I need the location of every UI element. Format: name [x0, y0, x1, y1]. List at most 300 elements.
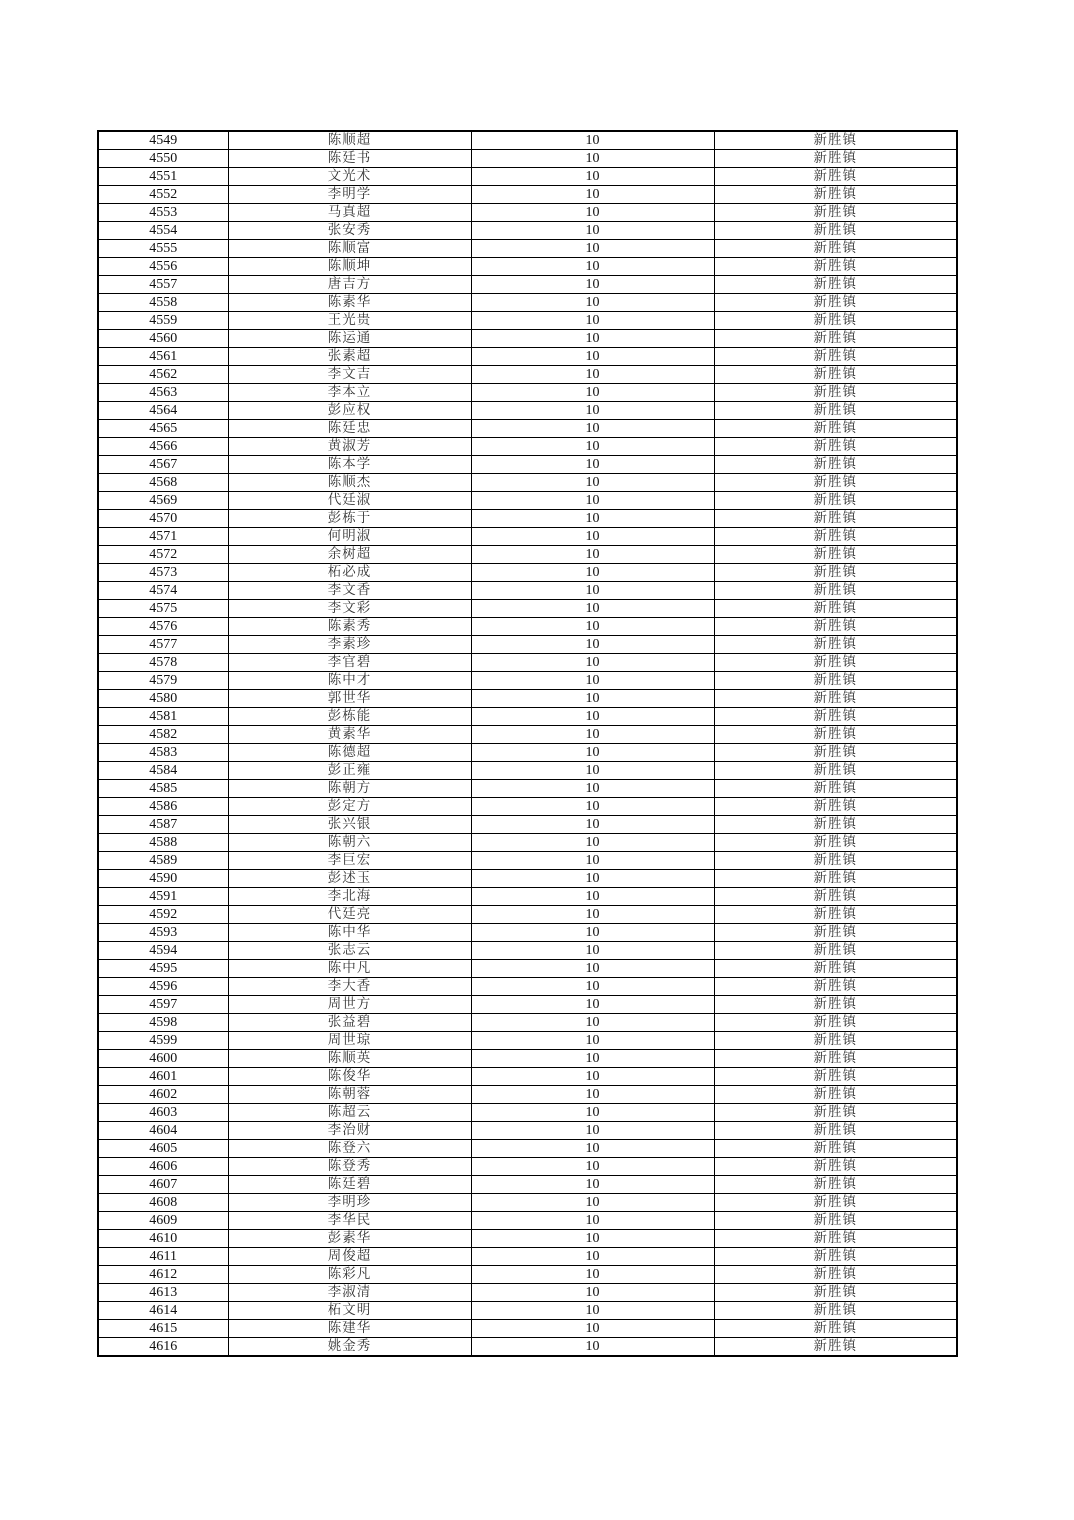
cell-number: 4611	[98, 1248, 228, 1266]
cell-amount: 10	[471, 510, 714, 528]
cell-name: 彭述玉	[228, 870, 471, 888]
cell-number: 4601	[98, 1068, 228, 1086]
cell-amount: 10	[471, 906, 714, 924]
cell-number: 4556	[98, 258, 228, 276]
table-row	[98, 1338, 957, 1357]
cell-name: 李淑清	[228, 1284, 471, 1302]
table-row	[98, 131, 957, 150]
table-row	[98, 1050, 957, 1068]
cell-name: 李华民	[228, 1212, 471, 1230]
cell-amount: 10	[471, 708, 714, 726]
table-row	[98, 420, 957, 438]
cell-name: 黄淑芳	[228, 438, 471, 456]
cell-town: 新胜镇	[714, 1014, 957, 1032]
cell-amount: 10	[471, 960, 714, 978]
cell-town: 新胜镇	[714, 654, 957, 672]
cell-amount: 10	[471, 1140, 714, 1158]
cell-name: 陈顺杰	[228, 474, 471, 492]
table-row	[98, 762, 957, 780]
table-row	[98, 996, 957, 1014]
cell-town: 新胜镇	[714, 942, 957, 960]
cell-number: 4554	[98, 222, 228, 240]
cell-name: 李明学	[228, 186, 471, 204]
table-row	[98, 492, 957, 510]
cell-amount: 10	[471, 1068, 714, 1086]
cell-town: 新胜镇	[714, 1230, 957, 1248]
table-row	[98, 618, 957, 636]
cell-name: 陈顺坤	[228, 258, 471, 276]
cell-number: 4579	[98, 672, 228, 690]
table-row	[98, 906, 957, 924]
cell-number: 4609	[98, 1212, 228, 1230]
cell-name: 李文香	[228, 582, 471, 600]
table-row	[98, 1032, 957, 1050]
cell-amount: 10	[471, 1176, 714, 1194]
table-row	[98, 1086, 957, 1104]
cell-amount: 10	[471, 276, 714, 294]
cell-town: 新胜镇	[714, 1158, 957, 1176]
cell-amount: 10	[471, 744, 714, 762]
cell-name: 柘必成	[228, 564, 471, 582]
table-row	[98, 312, 957, 330]
cell-amount: 10	[471, 186, 714, 204]
cell-town: 新胜镇	[714, 312, 957, 330]
cell-amount: 10	[471, 726, 714, 744]
cell-amount: 10	[471, 942, 714, 960]
table-row	[98, 960, 957, 978]
cell-amount: 10	[471, 294, 714, 312]
cell-town: 新胜镇	[714, 131, 957, 150]
table-row	[98, 1068, 957, 1086]
cell-town: 新胜镇	[714, 1104, 957, 1122]
cell-name: 陈德超	[228, 744, 471, 762]
cell-amount: 10	[471, 1338, 714, 1357]
cell-town: 新胜镇	[714, 906, 957, 924]
cell-name: 彭应权	[228, 402, 471, 420]
cell-amount: 10	[471, 1230, 714, 1248]
cell-number: 4562	[98, 366, 228, 384]
cell-name: 李官碧	[228, 654, 471, 672]
table-row	[98, 654, 957, 672]
cell-number: 4604	[98, 1122, 228, 1140]
table-row	[98, 564, 957, 582]
table-row	[98, 168, 957, 186]
cell-name: 彭素华	[228, 1230, 471, 1248]
cell-amount: 10	[471, 456, 714, 474]
cell-name: 陈朝蓉	[228, 1086, 471, 1104]
cell-amount: 10	[471, 1194, 714, 1212]
cell-name: 陈廷碧	[228, 1176, 471, 1194]
cell-amount: 10	[471, 402, 714, 420]
cell-town: 新胜镇	[714, 816, 957, 834]
table-row	[98, 1176, 957, 1194]
table-row	[98, 1266, 957, 1284]
cell-amount: 10	[471, 131, 714, 150]
cell-number: 4598	[98, 1014, 228, 1032]
table-row	[98, 1194, 957, 1212]
cell-amount: 10	[471, 672, 714, 690]
cell-number: 4582	[98, 726, 228, 744]
cell-number: 4587	[98, 816, 228, 834]
cell-number: 4565	[98, 420, 228, 438]
cell-town: 新胜镇	[714, 636, 957, 654]
cell-name: 陈登六	[228, 1140, 471, 1158]
cell-name: 陈廷忠	[228, 420, 471, 438]
cell-number: 4578	[98, 654, 228, 672]
cell-town: 新胜镇	[714, 402, 957, 420]
cell-name: 张素超	[228, 348, 471, 366]
cell-town: 新胜镇	[714, 222, 957, 240]
cell-amount: 10	[471, 1302, 714, 1320]
cell-number: 4588	[98, 834, 228, 852]
cell-number: 4558	[98, 294, 228, 312]
cell-amount: 10	[471, 330, 714, 348]
cell-name: 张安秀	[228, 222, 471, 240]
cell-town: 新胜镇	[714, 798, 957, 816]
cell-name: 李北海	[228, 888, 471, 906]
cell-town: 新胜镇	[714, 888, 957, 906]
cell-amount: 10	[471, 438, 714, 456]
cell-name: 陈素秀	[228, 618, 471, 636]
table-row	[98, 240, 957, 258]
cell-name: 张兴银	[228, 816, 471, 834]
cell-name: 姚金秀	[228, 1338, 471, 1357]
cell-amount: 10	[471, 1266, 714, 1284]
table-row	[98, 258, 957, 276]
cell-number: 4606	[98, 1158, 228, 1176]
table-row	[98, 1284, 957, 1302]
table-row	[98, 600, 957, 618]
cell-name: 王光贵	[228, 312, 471, 330]
cell-name: 黄素华	[228, 726, 471, 744]
cell-town: 新胜镇	[714, 438, 957, 456]
cell-amount: 10	[471, 798, 714, 816]
table-row	[98, 348, 957, 366]
table-row	[98, 294, 957, 312]
cell-number: 4583	[98, 744, 228, 762]
cell-town: 新胜镇	[714, 1248, 957, 1266]
cell-number: 4602	[98, 1086, 228, 1104]
cell-name: 陈顺富	[228, 240, 471, 258]
cell-name: 陈运通	[228, 330, 471, 348]
cell-town: 新胜镇	[714, 1140, 957, 1158]
cell-number: 4600	[98, 1050, 228, 1068]
cell-town: 新胜镇	[714, 1194, 957, 1212]
cell-amount: 10	[471, 546, 714, 564]
cell-amount: 10	[471, 168, 714, 186]
cell-town: 新胜镇	[714, 1320, 957, 1338]
table-row	[98, 204, 957, 222]
cell-name: 周世琼	[228, 1032, 471, 1050]
cell-amount: 10	[471, 816, 714, 834]
cell-name: 李巨宏	[228, 852, 471, 870]
cell-town: 新胜镇	[714, 276, 957, 294]
cell-number: 4580	[98, 690, 228, 708]
cell-town: 新胜镇	[714, 150, 957, 168]
cell-town: 新胜镇	[714, 1032, 957, 1050]
cell-town: 新胜镇	[714, 1302, 957, 1320]
cell-number: 4615	[98, 1320, 228, 1338]
cell-number: 4569	[98, 492, 228, 510]
cell-name: 李文吉	[228, 366, 471, 384]
cell-amount: 10	[471, 474, 714, 492]
cell-town: 新胜镇	[714, 510, 957, 528]
cell-amount: 10	[471, 888, 714, 906]
table-row	[98, 150, 957, 168]
cell-town: 新胜镇	[714, 546, 957, 564]
table-row	[98, 1014, 957, 1032]
cell-town: 新胜镇	[714, 708, 957, 726]
table-row	[98, 330, 957, 348]
table-row	[98, 1302, 957, 1320]
cell-name: 柘文明	[228, 1302, 471, 1320]
cell-number: 4585	[98, 780, 228, 798]
cell-town: 新胜镇	[714, 186, 957, 204]
cell-amount: 10	[471, 420, 714, 438]
table-row	[98, 942, 957, 960]
cell-town: 新胜镇	[714, 1284, 957, 1302]
table-row	[98, 834, 957, 852]
table-row	[98, 276, 957, 294]
cell-amount: 10	[471, 258, 714, 276]
cell-name: 何明淑	[228, 528, 471, 546]
cell-name: 代廷亮	[228, 906, 471, 924]
table-row	[98, 1104, 957, 1122]
cell-town: 新胜镇	[714, 978, 957, 996]
cell-name: 陈超云	[228, 1104, 471, 1122]
cell-town: 新胜镇	[714, 996, 957, 1014]
table-row	[98, 780, 957, 798]
cell-name: 李素珍	[228, 636, 471, 654]
cell-amount: 10	[471, 366, 714, 384]
cell-number: 4550	[98, 150, 228, 168]
cell-amount: 10	[471, 150, 714, 168]
table-row	[98, 438, 957, 456]
cell-name: 张志云	[228, 942, 471, 960]
cell-amount: 10	[471, 204, 714, 222]
cell-number: 4555	[98, 240, 228, 258]
cell-number: 4599	[98, 1032, 228, 1050]
cell-town: 新胜镇	[714, 492, 957, 510]
cell-town: 新胜镇	[714, 1068, 957, 1086]
cell-number: 4608	[98, 1194, 228, 1212]
table-row	[98, 636, 957, 654]
table-row	[98, 1140, 957, 1158]
cell-name: 彭正雍	[228, 762, 471, 780]
cell-amount: 10	[471, 1050, 714, 1068]
table-row	[98, 186, 957, 204]
table-row	[98, 546, 957, 564]
cell-name: 陈中才	[228, 672, 471, 690]
cell-name: 陈建华	[228, 1320, 471, 1338]
table-row	[98, 816, 957, 834]
cell-town: 新胜镇	[714, 1086, 957, 1104]
cell-amount: 10	[471, 564, 714, 582]
cell-amount: 10	[471, 1284, 714, 1302]
table-row	[98, 1122, 957, 1140]
cell-amount: 10	[471, 1014, 714, 1032]
cell-name: 陈中华	[228, 924, 471, 942]
cell-amount: 10	[471, 852, 714, 870]
cell-amount: 10	[471, 1158, 714, 1176]
table-row	[98, 708, 957, 726]
cell-amount: 10	[471, 1320, 714, 1338]
cell-name: 陈顺超	[228, 131, 471, 150]
cell-number: 4563	[98, 384, 228, 402]
cell-town: 新胜镇	[714, 870, 957, 888]
table-row	[98, 456, 957, 474]
cell-town: 新胜镇	[714, 924, 957, 942]
table-row	[98, 978, 957, 996]
table-row	[98, 852, 957, 870]
cell-number: 4597	[98, 996, 228, 1014]
cell-number: 4551	[98, 168, 228, 186]
cell-town: 新胜镇	[714, 240, 957, 258]
cell-number: 4592	[98, 906, 228, 924]
cell-number: 4594	[98, 942, 228, 960]
cell-number: 4552	[98, 186, 228, 204]
cell-name: 李本立	[228, 384, 471, 402]
cell-number: 4595	[98, 960, 228, 978]
cell-number: 4568	[98, 474, 228, 492]
cell-number: 4560	[98, 330, 228, 348]
cell-town: 新胜镇	[714, 258, 957, 276]
cell-amount: 10	[471, 1104, 714, 1122]
cell-amount: 10	[471, 1248, 714, 1266]
cell-name: 张益碧	[228, 1014, 471, 1032]
table-row	[98, 1212, 957, 1230]
table-row	[98, 888, 957, 906]
cell-town: 新胜镇	[714, 420, 957, 438]
cell-amount: 10	[471, 834, 714, 852]
cell-amount: 10	[471, 600, 714, 618]
cell-amount: 10	[471, 636, 714, 654]
cell-amount: 10	[471, 654, 714, 672]
cell-town: 新胜镇	[714, 294, 957, 312]
cell-number: 4586	[98, 798, 228, 816]
cell-name: 李治财	[228, 1122, 471, 1140]
cell-name: 陈朝六	[228, 834, 471, 852]
cell-number: 4577	[98, 636, 228, 654]
table-row	[98, 744, 957, 762]
table-row	[98, 690, 957, 708]
cell-town: 新胜镇	[714, 204, 957, 222]
cell-amount: 10	[471, 1032, 714, 1050]
cell-name: 陈俊华	[228, 1068, 471, 1086]
cell-amount: 10	[471, 690, 714, 708]
roster-table	[97, 130, 958, 1357]
table-row	[98, 510, 957, 528]
cell-town: 新胜镇	[714, 456, 957, 474]
cell-amount: 10	[471, 996, 714, 1014]
cell-number: 4573	[98, 564, 228, 582]
table-row	[98, 798, 957, 816]
cell-town: 新胜镇	[714, 348, 957, 366]
cell-amount: 10	[471, 762, 714, 780]
cell-number: 4564	[98, 402, 228, 420]
cell-number: 4590	[98, 870, 228, 888]
cell-name: 陈廷书	[228, 150, 471, 168]
table-row	[98, 1158, 957, 1176]
cell-town: 新胜镇	[714, 834, 957, 852]
cell-town: 新胜镇	[714, 1122, 957, 1140]
cell-number: 4567	[98, 456, 228, 474]
cell-amount: 10	[471, 870, 714, 888]
cell-name: 李明珍	[228, 1194, 471, 1212]
table-row	[98, 870, 957, 888]
cell-number: 4557	[98, 276, 228, 294]
cell-town: 新胜镇	[714, 618, 957, 636]
cell-town: 新胜镇	[714, 780, 957, 798]
cell-number: 4610	[98, 1230, 228, 1248]
table-row	[98, 672, 957, 690]
cell-number: 4589	[98, 852, 228, 870]
cell-name: 李文彩	[228, 600, 471, 618]
cell-number: 4614	[98, 1302, 228, 1320]
cell-number: 4612	[98, 1266, 228, 1284]
cell-amount: 10	[471, 1212, 714, 1230]
cell-town: 新胜镇	[714, 726, 957, 744]
cell-town: 新胜镇	[714, 366, 957, 384]
cell-number: 4613	[98, 1284, 228, 1302]
cell-name: 陈中凡	[228, 960, 471, 978]
cell-number: 4571	[98, 528, 228, 546]
cell-name: 李大香	[228, 978, 471, 996]
cell-amount: 10	[471, 528, 714, 546]
cell-amount: 10	[471, 924, 714, 942]
cell-town: 新胜镇	[714, 1212, 957, 1230]
cell-number: 4616	[98, 1338, 228, 1357]
cell-amount: 10	[471, 1122, 714, 1140]
cell-town: 新胜镇	[714, 582, 957, 600]
cell-town: 新胜镇	[714, 690, 957, 708]
cell-name: 彭栋于	[228, 510, 471, 528]
cell-town: 新胜镇	[714, 474, 957, 492]
cell-town: 新胜镇	[714, 384, 957, 402]
cell-name: 周俊超	[228, 1248, 471, 1266]
cell-number: 4576	[98, 618, 228, 636]
cell-name: 文光术	[228, 168, 471, 186]
cell-name: 陈本学	[228, 456, 471, 474]
cell-amount: 10	[471, 582, 714, 600]
cell-amount: 10	[471, 240, 714, 258]
cell-amount: 10	[471, 492, 714, 510]
cell-number: 4574	[98, 582, 228, 600]
cell-town: 新胜镇	[714, 564, 957, 582]
cell-amount: 10	[471, 780, 714, 798]
table-row	[98, 528, 957, 546]
cell-number: 4570	[98, 510, 228, 528]
roster-table-body	[98, 131, 957, 1356]
cell-town: 新胜镇	[714, 330, 957, 348]
table-row	[98, 1248, 957, 1266]
cell-town: 新胜镇	[714, 744, 957, 762]
table-row	[98, 474, 957, 492]
table-row	[98, 366, 957, 384]
cell-name: 彭栋能	[228, 708, 471, 726]
table-row	[98, 402, 957, 420]
cell-number: 4584	[98, 762, 228, 780]
cell-name: 周世方	[228, 996, 471, 1014]
cell-number: 4549	[98, 131, 228, 150]
cell-amount: 10	[471, 618, 714, 636]
cell-amount: 10	[471, 312, 714, 330]
cell-number: 4566	[98, 438, 228, 456]
cell-amount: 10	[471, 348, 714, 366]
cell-number: 4607	[98, 1176, 228, 1194]
cell-name: 陈素华	[228, 294, 471, 312]
cell-town: 新胜镇	[714, 168, 957, 186]
